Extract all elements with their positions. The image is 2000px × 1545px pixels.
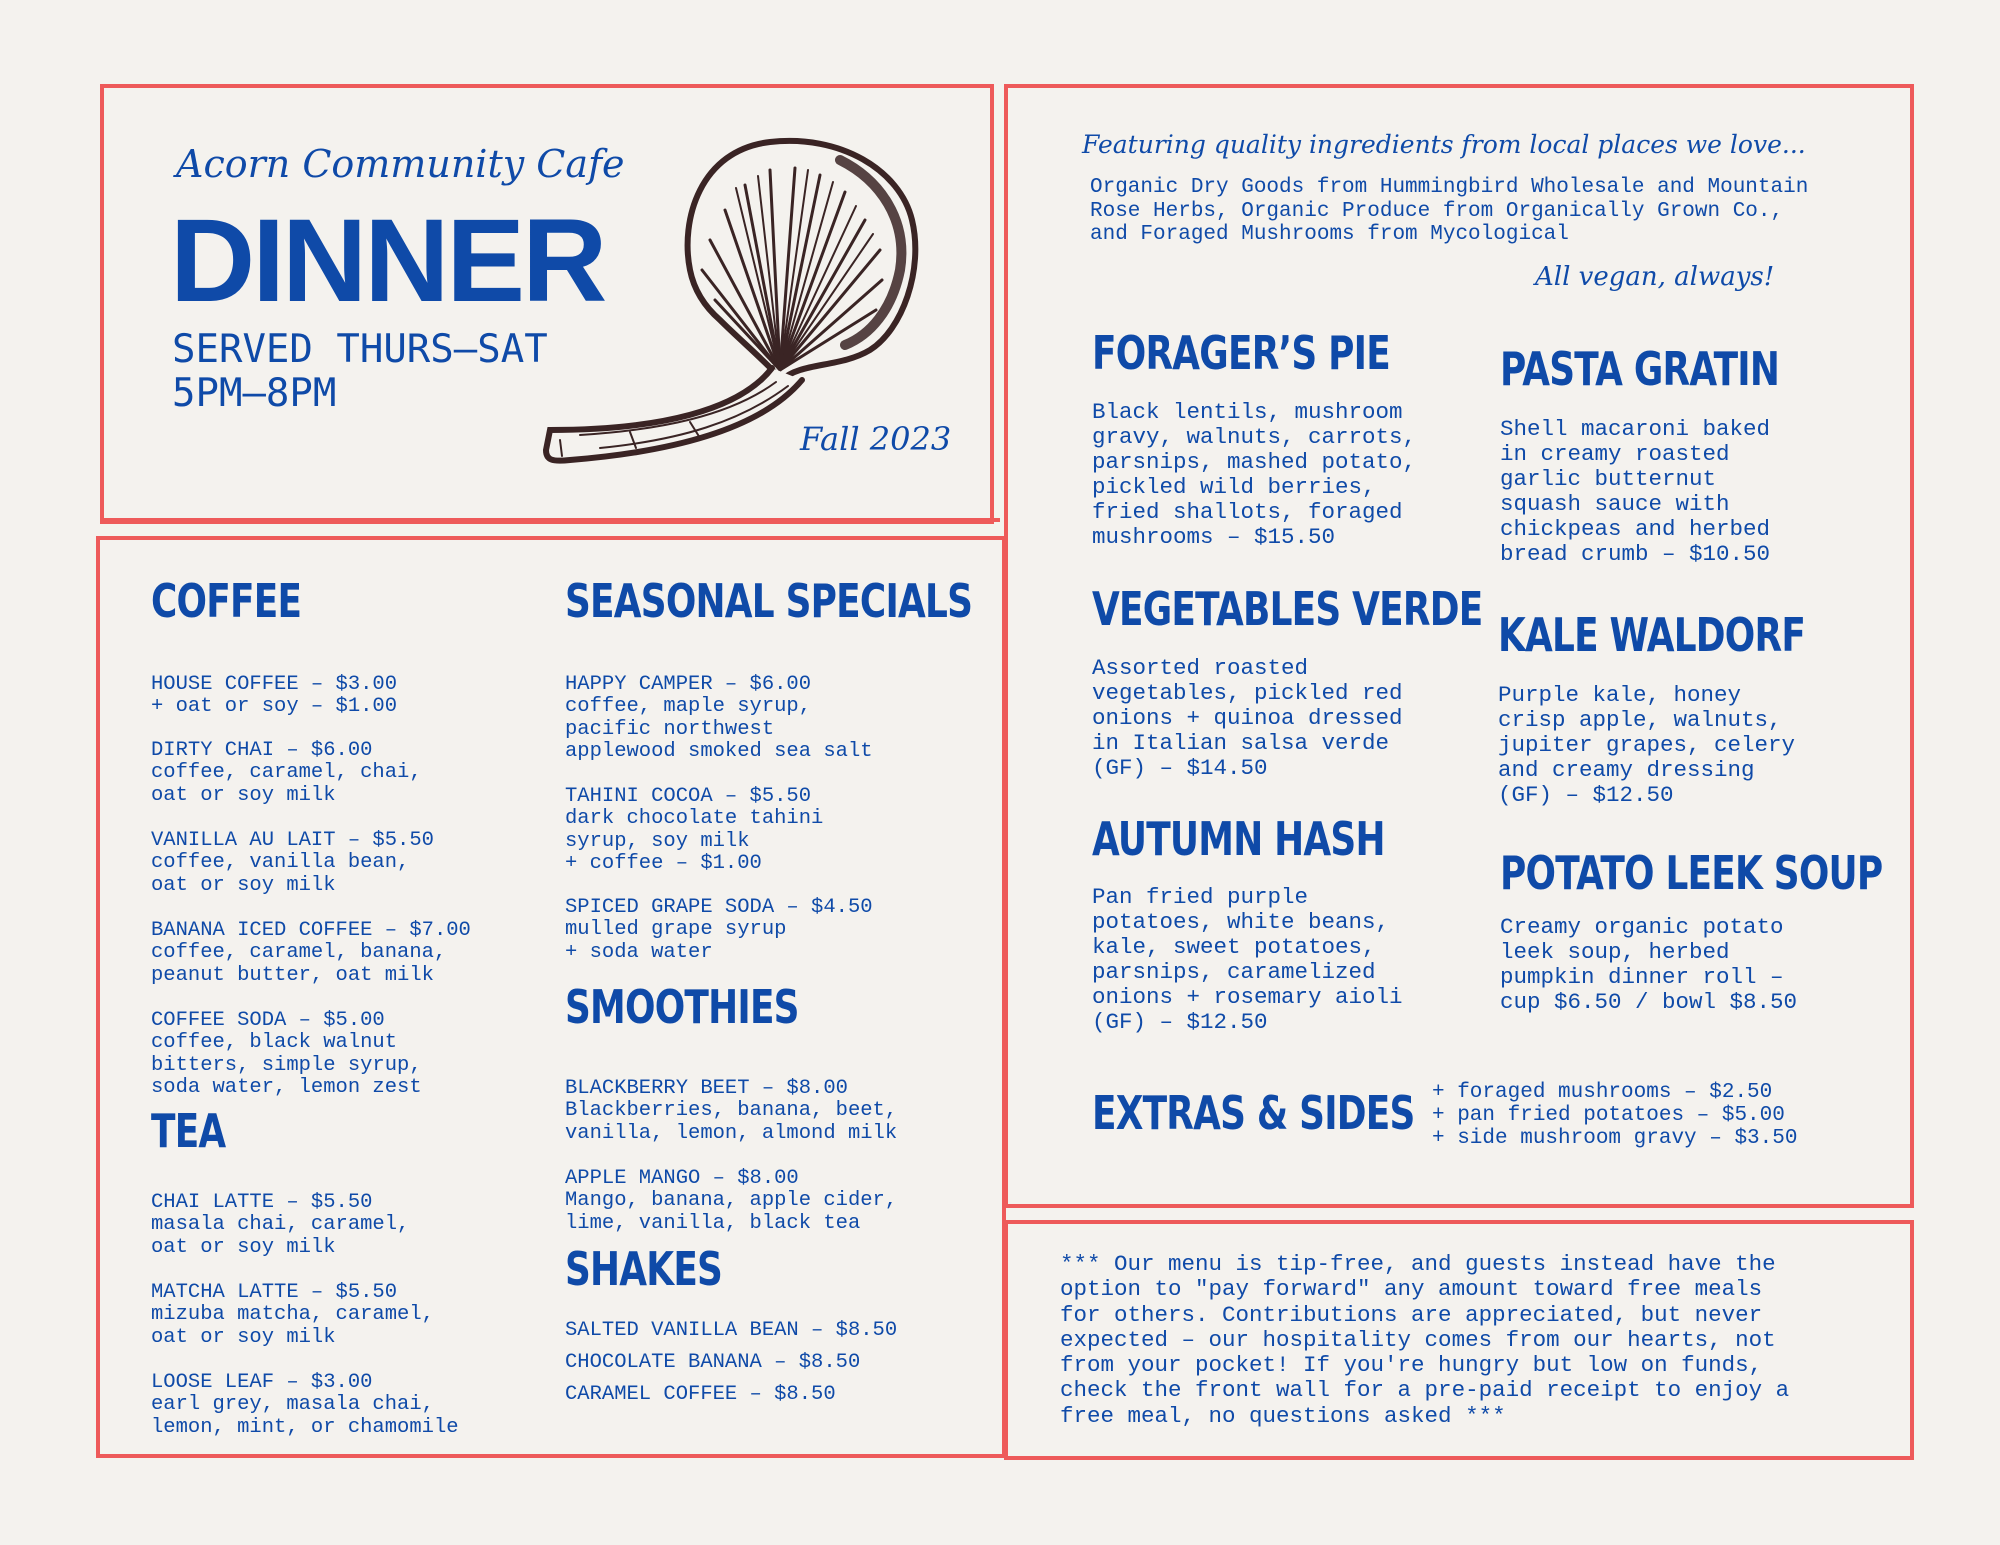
section-heading-smoothies: SMOOTHIES bbox=[565, 980, 799, 1034]
section-heading-tea: TEA bbox=[151, 1104, 226, 1158]
season-label: Fall 2023 bbox=[800, 420, 952, 458]
vegan-note: All vegan, always! bbox=[1535, 262, 1775, 292]
menu-item: CHAI LATTE – $5.50 masala chai, caramel, oat or soy milk bbox=[151, 1190, 410, 1259]
divider-line bbox=[100, 518, 1000, 522]
sides-list: + foraged mushrooms – $2.50 + pan fried potatoes – $5.00 + side mushroom gravy – $3.50 bbox=[1432, 1081, 1798, 1150]
dish-title: FORAGER’S PIE bbox=[1092, 326, 1390, 380]
section-heading-coffee: COFFEE bbox=[151, 574, 302, 628]
menu-item: CHOCOLATE BANANA – $8.50 bbox=[565, 1351, 861, 1374]
dish-description: Assorted roasted vegetables, pickled red onions + quinoa dressed in Italian salsa verde (GF) – $14.50 bbox=[1092, 655, 1403, 781]
section-heading-sides: EXTRAS & SIDES bbox=[1092, 1086, 1415, 1140]
section-heading-seasonal: SEASONAL SPECIALS bbox=[565, 574, 973, 628]
dish-title: POTATO LEEK SOUP bbox=[1500, 846, 1883, 900]
cafe-name: Acorn Community Cafe bbox=[176, 142, 625, 186]
dish-description: Purple kale, honey crisp apple, walnuts, jupiter grapes, celery and creamy dressing (GF) – $12.50 bbox=[1498, 682, 1796, 808]
mushroom-illustration bbox=[540, 130, 940, 470]
dish-description: Pan fried purple potatoes, white beans, kale, sweet potatoes, parsnips, caramelized onions + rosemary aioli (GF) – $12.50 bbox=[1092, 884, 1403, 1035]
page-title: DINNER bbox=[170, 195, 605, 327]
menu-item: LOOSE LEAF – $3.00 earl grey, masala chai, lemon, mint, or chamomile bbox=[151, 1370, 459, 1439]
menu-item: CARAMEL COFFEE – $8.50 bbox=[565, 1383, 836, 1406]
menu-item: SALTED VANILLA BEAN – $8.50 bbox=[565, 1319, 898, 1342]
dish-title: KALE WALDORF bbox=[1498, 608, 1806, 662]
dish-title: VEGETABLES VERDE bbox=[1092, 582, 1483, 636]
menu-item: TAHINI COCOA – $5.50 dark chocolate tahini syrup, soy milk + coffee – $1.00 bbox=[565, 784, 824, 875]
tip-free-note: *** Our menu is tip-free, and guests instead have the option to "pay forward" any amount toward free meals for others. Contributions are appreciated, but never expected – our hospitality comes from our hearts, not from your pocket! If you're hungry but low on funds, check the front wall for a pre-paid receipt to enjoy a free meal, no questions asked *** bbox=[1060, 1251, 1790, 1429]
dish-description: Black lentils, mushroom gravy, walnuts, carrots, parsnips, mashed potato, pickled wild berries, fried shallots, foraged mushrooms – $15.50 bbox=[1092, 399, 1417, 550]
menu-item: SPICED GRAPE SODA – $4.50 mulled grape syrup + soda water bbox=[565, 895, 873, 964]
serving-hours: SERVED THURS–SAT 5PM–8PM bbox=[172, 327, 548, 416]
dish-title: AUTUMN HASH bbox=[1092, 812, 1385, 866]
menu-item: HOUSE COFFEE – $3.00 + oat or soy – $1.00 bbox=[151, 672, 398, 718]
dish-description: Creamy organic potato leek soup, herbed pumpkin dinner roll – cup $6.50 / bowl $8.50 bbox=[1500, 914, 1798, 1015]
menu-item: COFFEE SODA – $5.00 coffee, black walnut bitters, simple syrup, soda water, lemon zest bbox=[151, 1008, 422, 1099]
menu-item: HAPPY CAMPER – $6.00 coffee, maple syrup, pacific northwest applewood smoked sea salt bbox=[565, 672, 873, 763]
ingredient-sources: Organic Dry Goods from Hummingbird Wholesale and Mountain Rose Herbs, Organic Produce from Organically Grown Co., and Foraged Mushrooms from Mycological bbox=[1090, 176, 1809, 246]
menu-item: BLACKBERRY BEET – $8.00 Blackberries, banana, beet, vanilla, lemon, almond milk bbox=[565, 1076, 898, 1145]
menu-item: APPLE MANGO – $8.00 Mango, banana, apple cider, lime, vanilla, black tea bbox=[565, 1166, 898, 1235]
menu-item: BANANA ICED COFFEE – $7.00 coffee, caramel, banana, peanut butter, oat milk bbox=[151, 918, 471, 987]
dish-title: PASTA GRATIN bbox=[1500, 342, 1780, 396]
dish-description: Shell macaroni baked in creamy roasted garlic butternut squash sauce with chickpeas and herbed bread crumb – $10.50 bbox=[1500, 416, 1771, 567]
tagline: Featuring quality ingredients from local places we love... bbox=[1082, 130, 1806, 159]
menu-item: MATCHA LATTE – $5.50 mizuba matcha, caramel, oat or soy milk bbox=[151, 1280, 434, 1349]
menu-item: DIRTY CHAI – $6.00 coffee, caramel, chai, oat or soy milk bbox=[151, 738, 422, 807]
section-heading-shakes: SHAKES bbox=[565, 1242, 723, 1296]
menu-item: VANILLA AU LAIT – $5.50 coffee, vanilla bean, oat or soy milk bbox=[151, 828, 434, 897]
